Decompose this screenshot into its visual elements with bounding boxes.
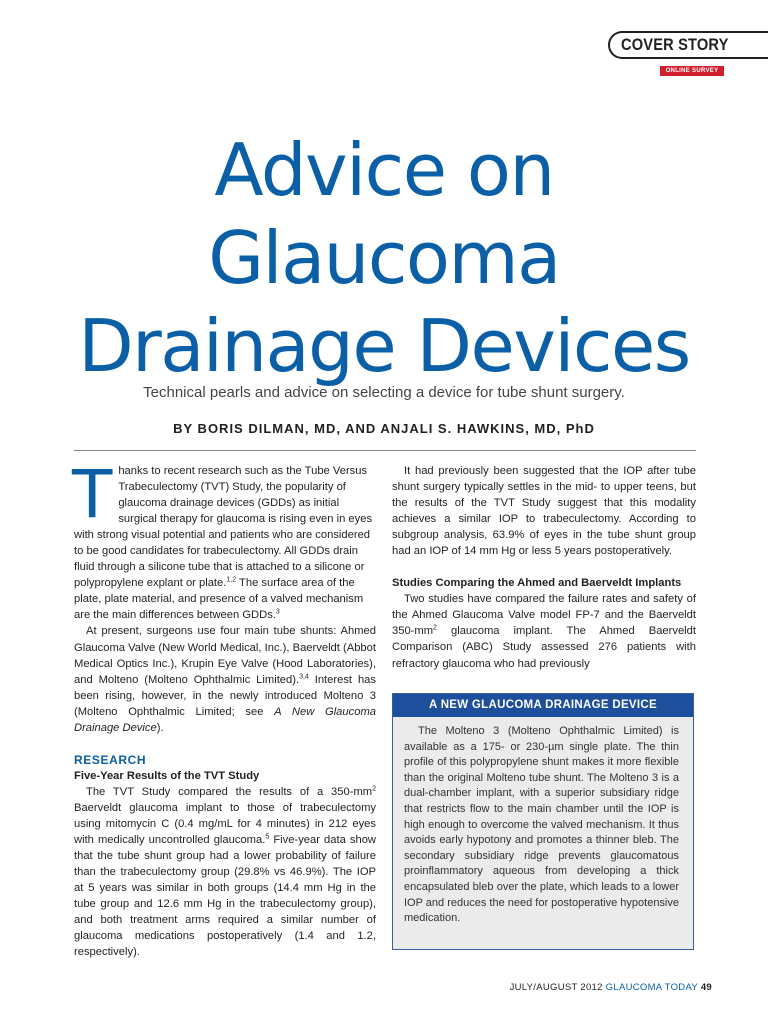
subheading-ahmed-baerveldt: Studies Comparing the Ahmed and Baerveldt Implants xyxy=(392,577,682,590)
byline: BY BORIS DILMAN, MD, AND ANJALI S. HAWKINS, MD, PhD xyxy=(173,421,595,436)
subheading-tvt: Five-Year Results of the TVT Study xyxy=(74,769,260,782)
page-number: 49 xyxy=(700,982,712,993)
title-line-2: Glaucoma xyxy=(208,216,560,300)
drop-cap: T xyxy=(72,456,113,533)
cover-story-tab xyxy=(608,31,768,59)
paragraph: At present, surgeons use four main tube shunts: Ahmed Glaucoma Valve (New World Medical, Inc.), Baerveldt (Abbot Medical Optics Inc.), Krupin Eye Valve (Hood Laboratories), and Molteno (Molteno Ophthalmic Limited).$^{3,4}$ Interest has been rising, however, in the newly introduced Molteno 3 (Molteno Ophthalmic Limited; see A New Glaucoma Drainage Device). xyxy=(74,625,376,734)
paragraph: Two studies have compared the failure rates and safety of the Ahmed Glaucoma Valve model FP-7 and the Baerveldt $350-mm^2$ glaucoma implant. The Ahmed Baerveldt Comparison (ABC) Study assessed 276 patients with refractory glaucoma who had previously xyxy=(392,593,696,670)
title-line-3: Drainage Devices xyxy=(78,304,690,388)
sidebar-reference: A New Glaucoma Drainage Device xyxy=(74,705,376,734)
article-title xyxy=(0,126,768,390)
title-line-1: Advice on xyxy=(214,128,554,212)
online-survey-badge: ONLINE SURVEY xyxy=(660,66,724,76)
paragraph: It had previously been suggested that the IOP after tube shunt surgery typically settles in the mid- to upper teens, but the results of the TVT Study suggest that this modality achieves a similar IOP to trabeculectomy. According to subgroup analysis, 63.9% of eyes in the tube shunt group had an IOP of 14 mm Hg or less 5 years postoperatively. xyxy=(392,465,696,558)
column-left xyxy=(72,456,377,960)
header-divider xyxy=(74,450,696,451)
sidebar-box xyxy=(392,693,694,950)
magazine-name: GLAUCOMA TODAY xyxy=(605,982,698,993)
article-subtitle: Technical pearls and advice on selecting a device for tube shunt surgery. xyxy=(143,384,625,401)
sidebar-text: The Molteno 3 (Molteno Ophthalmic Limited) is available as a 175- or 230-µm single plate. The thin profile of this polypropylene shunt makes it more flexible than the original Molteno tube shunt. The Molteno 3 is a dual-chamber implant, with a superior subsidiary ridge that restricts flow to the main chamber until the IOP is high enough to overcome the valved mechanism. It thus avoids early hypotony and promotes a thinner bleb. The secondary subsidiary ridge prevents glaucomatous proinflammatory aqueous from developing a thick encapsulated bleb over the plate, which leads to a lower IOP and reduces the need for postoperative hypotensive medication. xyxy=(404,725,679,925)
issue-date: JULY/AUGUST 2012 xyxy=(509,982,603,993)
section-label: COVER STORY xyxy=(621,35,729,54)
section-heading-research: RESEARCH xyxy=(74,752,147,767)
column-right xyxy=(392,463,696,672)
sidebar-title: A NEW GLAUCOMA DRAINAGE DEVICE xyxy=(393,694,693,717)
intro-paragraph: Thanks to recent research such as the Tube Versus Trabeculectomy (TVT) Study, the popularity of glaucoma drainage devices (GDDs) as initial surgical therapy for glaucoma is rising even in eyes with strong visual potential and patients who are considered to be good candidates for trabeculectomy. All GDDs drain fluid through a silicone tube that is attached to a silicone or polypropylene explant or plate.$^{1,2}$ The surface area of the plate, plate material, and presence of a valved mechanism are the main differences between GDDs.$^3$ xyxy=(72,456,373,622)
paragraph: The TVT Study compared the results of a $350-mm^2$ Baerveldt glaucoma implant to those of trabeculectomy using mitomycin C (0.4 mg/mL for 4 minutes) in 212 eyes with medically uncontrolled glaucoma.$^5$ Five-year data show that the tube shunt group had a lower probability of failure than the trabeculectomy group (29.8% vs 46.9%). The IOP at 5 years was similar in both groups (14.4 mm Hg in the tube group and 12.6 mm Hg in the trabeculectomy group), and both treatment arms required a similar number of glaucoma medications postoperatively (1.4 and 1.2, respectively). xyxy=(74,785,377,959)
page-footer xyxy=(510,982,712,993)
